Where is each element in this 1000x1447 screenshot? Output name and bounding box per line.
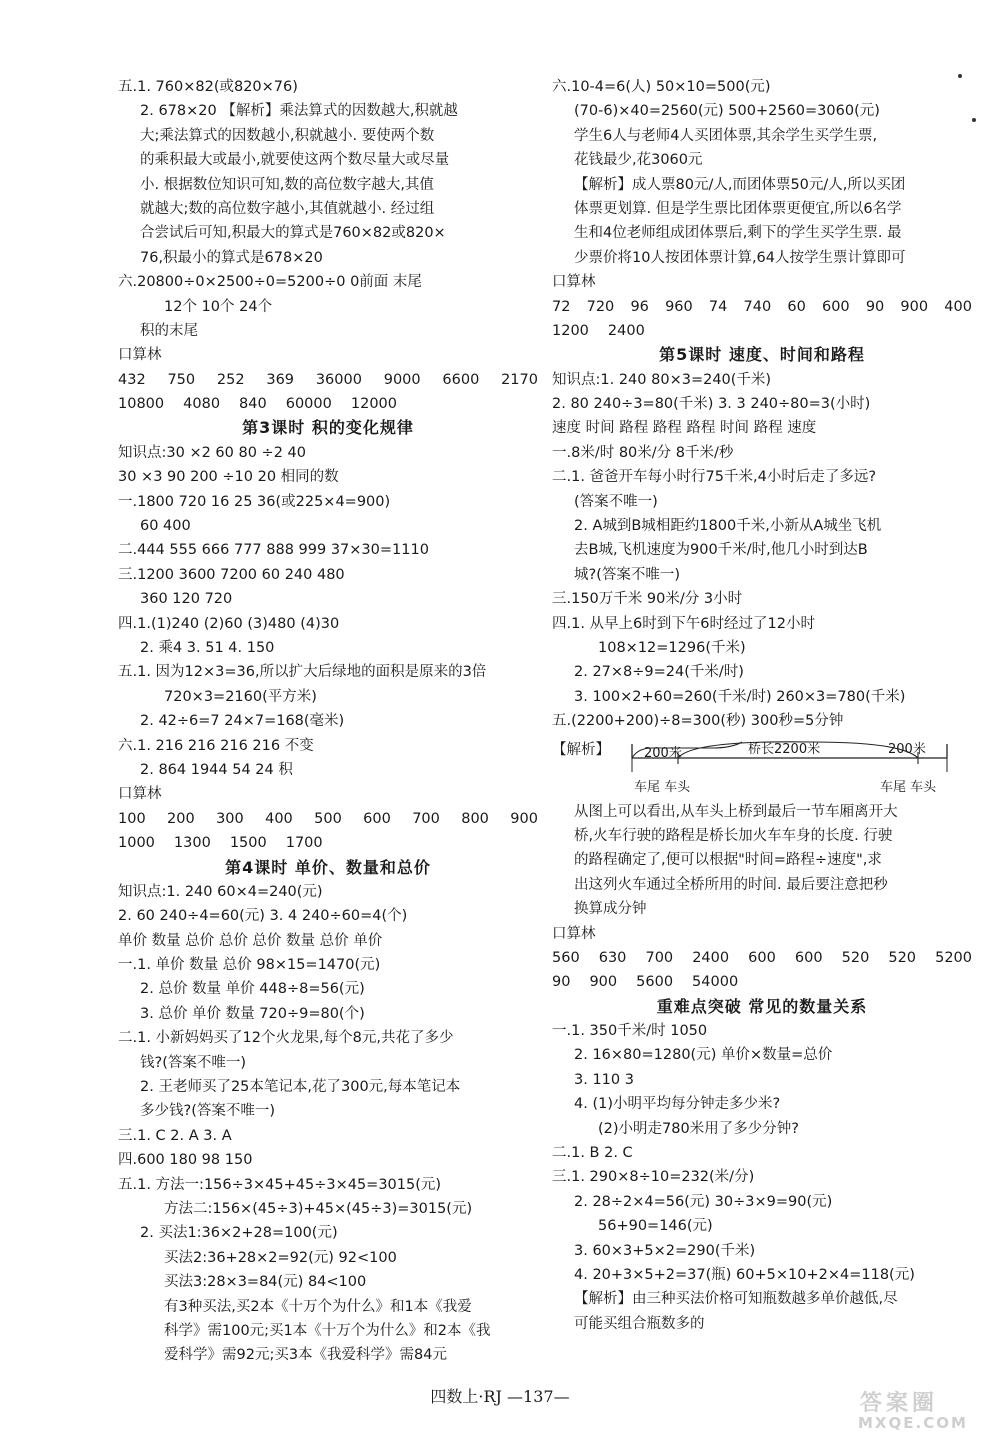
watermark-logo: [856, 1386, 972, 1434]
analysis-line: 换算成分钟: [574, 901, 647, 918]
answer-line: 2. 60 240÷4=60(元) 3. 4 240÷60=4(个): [118, 908, 408, 925]
number: 6600: [442, 371, 480, 388]
left-car-label: 车尾 车头: [634, 779, 691, 795]
answer-line: 合尝试后可知,积最大的算式是760×82或820×: [140, 225, 446, 242]
number: 1300: [173, 835, 211, 852]
answer-line: 四.600 180 98 150: [118, 1152, 253, 1169]
answer-line: 买法2:36+28×2=92(元) 92<100: [164, 1249, 397, 1266]
number: 600: [821, 298, 850, 315]
answer-line: 2. 16×80=1280(元) 单价×数量=总价: [574, 1047, 833, 1064]
answer-line: 城?(答案不唯一): [574, 566, 681, 583]
bridge-length-label: 桥长2200米: [748, 741, 821, 757]
lesson-heading: 第5课时 速度、时间和路程: [659, 345, 865, 365]
answer-line: 2. 80 240÷3=80(千米) 3. 3 240÷80=3(小时): [552, 396, 871, 413]
answer-line: 2. 42÷6=7 24×7=168(毫米): [140, 713, 345, 730]
number: 36000: [315, 371, 362, 388]
answer-line: 方法二:156×(45÷3)+45×(45÷3)=3015(元): [164, 1200, 473, 1217]
print-dot: [958, 74, 962, 78]
answer-line: 60 400: [140, 518, 191, 535]
answer-line: 一.1800 720 16 25 36(或225×4=900): [118, 493, 391, 510]
analysis-line: 出这列火车通过全桥所用的时间. 最后要注意把秒: [574, 876, 888, 893]
answer-line: 多少钱?(答案不唯一): [140, 1103, 276, 1120]
number: 5600: [636, 974, 674, 991]
answer-line: 2. 678×20 【解析】乘法算式的因数越大,积就越: [140, 103, 458, 120]
number: 1500: [229, 835, 267, 852]
number: 60000: [285, 396, 332, 413]
left-length-label: 200米: [644, 745, 682, 761]
answer-line: 二.1. B 2. C: [552, 1145, 633, 1162]
watermark-url: MXQE.COM: [858, 1414, 968, 1432]
answer-line: 4. (1)小明平均每分钟走多少米?: [574, 1096, 781, 1113]
answer-line: 买法3:28×3=84(元) 84<100: [164, 1274, 367, 1291]
number: 740: [743, 298, 772, 315]
section-label: 口算林: [118, 347, 162, 364]
lesson-heading: 第4课时 单价、数量和总价: [225, 857, 431, 877]
answer-line: 知识点:30 ×2 60 80 ÷2 40: [118, 444, 306, 461]
number: 4080: [183, 396, 221, 413]
answer-line: 五.1. 因为12×3=36,所以扩大后绿地的面积是原来的3倍: [118, 664, 487, 681]
analysis-tag: 【解析】: [552, 741, 610, 758]
analysis-line: 【解析】由三种买法价格可知瓶数越多单价越低,尽: [574, 1291, 898, 1308]
number: 600: [794, 949, 823, 966]
answer-line: 2. 864 1944 54 24 积: [140, 761, 293, 778]
answer-line: 2. 总价 数量 单价 448÷8=56(元): [140, 981, 365, 998]
watermark-text: 答案圈: [860, 1391, 939, 1416]
answer-line: 四.1.(1)240 (2)60 (3)480 (4)30: [118, 615, 340, 632]
number: 96: [630, 298, 649, 315]
number-row: [552, 295, 972, 319]
number: 700: [412, 810, 440, 827]
answer-line: 2. 乘4 3. 51 4. 150: [140, 639, 275, 656]
answer-line: 4. 20+3×5+2=37(瓶) 60+5×10+2×4=118(元): [574, 1266, 915, 1283]
number: 5200: [935, 949, 972, 966]
answer-line: 一.1. 350千米/时 1050: [552, 1023, 708, 1040]
number: 100: [118, 810, 146, 827]
number-row: [552, 319, 972, 343]
number: 800: [461, 810, 489, 827]
right-column: [552, 75, 972, 1336]
section-label: 口算林: [118, 786, 162, 803]
answer-line: 大;乘法算式的因数越小,积就越小. 要使两个数: [140, 127, 435, 144]
number: 400: [265, 810, 293, 827]
number: 900: [589, 974, 618, 991]
number: 10800: [118, 396, 165, 413]
answer-line: 六.1. 216 216 216 216 不变: [118, 737, 314, 754]
number: 500: [314, 810, 342, 827]
number: 300: [216, 810, 244, 827]
answer-line: 速度 时间 路程 路程 路程 时间 路程 速度: [552, 420, 817, 437]
number: 2400: [607, 322, 645, 339]
number-row: [552, 970, 972, 994]
answer-line: 76,积最小的算式是678×20: [140, 249, 323, 266]
number-row: [118, 368, 538, 392]
number: 400: [944, 298, 972, 315]
number: 700: [645, 949, 674, 966]
answer-line: 六.20800÷0×2500÷0=5200÷0 0前面 末尾: [118, 274, 422, 291]
answer-line: 单价 数量 总价 总价 总价 数量 总价 单价: [118, 932, 383, 949]
answer-line: 二.444 555 666 777 888 999 37×30=1110: [118, 542, 429, 559]
number: 1700: [285, 835, 323, 852]
number: 1200: [552, 322, 589, 339]
number: 900: [510, 810, 538, 827]
section-label: 口算林: [552, 925, 596, 942]
analysis-line: 【解析】成人票80元/人,而团体票50元/人,所以买团: [574, 176, 906, 193]
number: 840: [239, 396, 267, 413]
number: 600: [363, 810, 391, 827]
analysis-line: 的路程确定了,便可以根据"时间=路程÷速度",求: [574, 852, 882, 869]
number-row: [118, 807, 538, 831]
answer-line: 2. 27×8÷9=24(千米/时): [574, 664, 744, 681]
answer-line: 2. 王老师买了25本笔记本,花了300元,每本笔记本: [140, 1079, 461, 1096]
answer-line: 30 ×3 90 200 ÷10 20 相同的数: [118, 469, 339, 486]
number-row: [118, 831, 538, 855]
answer-line: 有3种买法,买2本《十万个为什么》和1本《我爱: [164, 1298, 472, 1315]
answer-line: 小. 根据数位知识可知,数的高位数字越大,其值: [140, 176, 434, 193]
answer-line: 2. 28÷2×4=56(元) 30÷3×9=90(元): [574, 1193, 833, 1210]
answer-line: 三.1200 3600 7200 60 240 480: [118, 566, 345, 583]
lesson-heading: 第3课时 积的变化规律: [242, 418, 414, 438]
number: 630: [598, 949, 627, 966]
number: 72: [552, 298, 571, 315]
number-row: [118, 392, 538, 416]
answer-line: 12个 10个 24个: [164, 298, 273, 315]
number: 74: [708, 298, 728, 315]
bridge-diagram: [552, 736, 972, 798]
answer-line: 钱?(答案不唯一): [140, 1054, 247, 1071]
left-column: [118, 75, 538, 1368]
answer-line: 一.1. 单价 数量 总价 98×15=1470(元): [118, 957, 381, 974]
answer-line: 3. 60×3+5×2=290(千米): [574, 1242, 756, 1259]
right-car-label: 车尾 车头: [880, 779, 937, 795]
answer-line: 3. 110 3: [574, 1071, 634, 1088]
number: 750: [167, 371, 196, 388]
answer-line: 知识点:1. 240 60×4=240(元): [118, 883, 323, 900]
answer-line: 360 120 720: [140, 591, 233, 608]
number: 200: [167, 810, 195, 827]
answer-line: (2)小明走780米用了多少分钟?: [598, 1120, 799, 1137]
number: 252: [216, 371, 245, 388]
number: 90: [865, 298, 885, 315]
answer-line: 三.1. C 2. A 3. A: [118, 1127, 232, 1144]
lesson-heading: 重难点突破 常见的数量关系: [656, 996, 868, 1016]
right-length-label: 200米: [888, 741, 926, 757]
page-footer: 四数上·RJ —137—: [430, 1387, 570, 1406]
number: 900: [900, 298, 929, 315]
analysis-line: 生和4位老师组成团体票后,剩下的学生买学生票. 最: [574, 225, 902, 242]
analysis-line: 可能买组合瓶数多的: [574, 1315, 705, 1332]
answer-line: 花钱最少,花3060元: [574, 152, 703, 169]
number: 2400: [692, 949, 730, 966]
analysis-line: 从图上可以看出,从车头上桥到最后一节车厢离开大: [574, 803, 898, 820]
answer-line: 四.1. 从早上6时到下午6时经过了12小时: [552, 615, 815, 632]
number: 520: [841, 949, 870, 966]
number: 54000: [692, 974, 739, 991]
answer-line: 一.8米/时 80米/分 8千米/秒: [552, 444, 734, 461]
answer-line: 3. 总价 单价 数量 720÷9=80(个): [140, 1005, 365, 1022]
number: 960: [665, 298, 693, 315]
number: 560: [552, 949, 580, 966]
answer-line: 108×12=1296(千米): [598, 639, 746, 656]
answer-line: 三.150万千米 90米/分 3小时: [552, 591, 743, 608]
answer-line: 科学》需100元;买1本《十万个为什么》和2本《我: [164, 1322, 491, 1339]
analysis-line: 体票更划算. 但是学生票比团体票更便宜,所以6名学: [574, 200, 902, 217]
answer-line: 720×3=2160(平方米): [164, 688, 317, 705]
answer-line: 六.10-4=6(人) 50×10=500(元): [552, 79, 771, 95]
answer-line: 积的末尾: [140, 322, 198, 339]
number: 60: [787, 298, 806, 315]
answer-line: (70-6)×40=2560(元) 500+2560=3060(元): [574, 103, 880, 120]
answer-line: 56+90=146(元): [598, 1218, 713, 1235]
answer-line: 的乘积最大或最小,就要使这两个数尽量大或尽量: [140, 152, 450, 169]
answer-line: 五.1. 方法一:156÷3×45+45÷3×45=3015(元): [118, 1176, 442, 1193]
answer-line: 3. 100×2+60=260(千米/时) 260×3=780(千米): [574, 688, 906, 705]
section-label: 口算林: [552, 274, 596, 291]
analysis-line: 桥,火车行驶的路程是桥长加火车车身的长度. 行驶: [574, 827, 893, 844]
number: 1000: [118, 835, 155, 852]
answer-line: 2. 买法1:36×2+28=100(元): [140, 1225, 338, 1242]
answer-line: 爱科学》需92元;买3本《我爱科学》需84元: [164, 1347, 448, 1364]
number: 720: [586, 298, 615, 315]
number: 600: [748, 949, 776, 966]
answer-line: 二.1. 小新妈妈买了12个火龙果,每个8元,共花了多少: [118, 1030, 454, 1047]
analysis-line: 少票价将10人按团体票计算,64人按学生票计算即可: [574, 249, 906, 266]
answer-line: 2. A城到B城相距约1800千米,小新从A城坐飞机: [574, 518, 882, 535]
number: 432: [118, 371, 146, 388]
number: 2170: [501, 371, 538, 388]
print-dot: [972, 118, 976, 122]
number: 12000: [350, 396, 398, 413]
number: 369: [266, 371, 295, 388]
answer-line: 五.1. 760×82(或820×76): [118, 79, 298, 95]
answer-line: 五.(2200+200)÷8=300(秒) 300秒=5分钟: [552, 713, 844, 730]
answer-line: 就越大;数的高位数字越小,其值就越小. 经过组: [140, 200, 435, 217]
answer-line: 学生6人与老师4人买团体票,其余学生买学生票,: [574, 127, 878, 144]
answer-line: 知识点:1. 240 80×3=240(千米): [552, 371, 772, 388]
number: 90: [552, 974, 571, 991]
answer-line: 三.1. 290×8÷10=232(米/分): [552, 1169, 755, 1186]
number: 9000: [383, 371, 421, 388]
number-row: [552, 946, 972, 970]
answer-line: 二.1. 爸爸开车每小时行75千米,4小时后走了多远?: [552, 469, 877, 486]
answer-line: 去B城,飞机速度为900千米/时,他几小时到达B: [574, 542, 868, 559]
answer-line: (答案不唯一): [574, 493, 658, 510]
number: 520: [888, 949, 917, 966]
